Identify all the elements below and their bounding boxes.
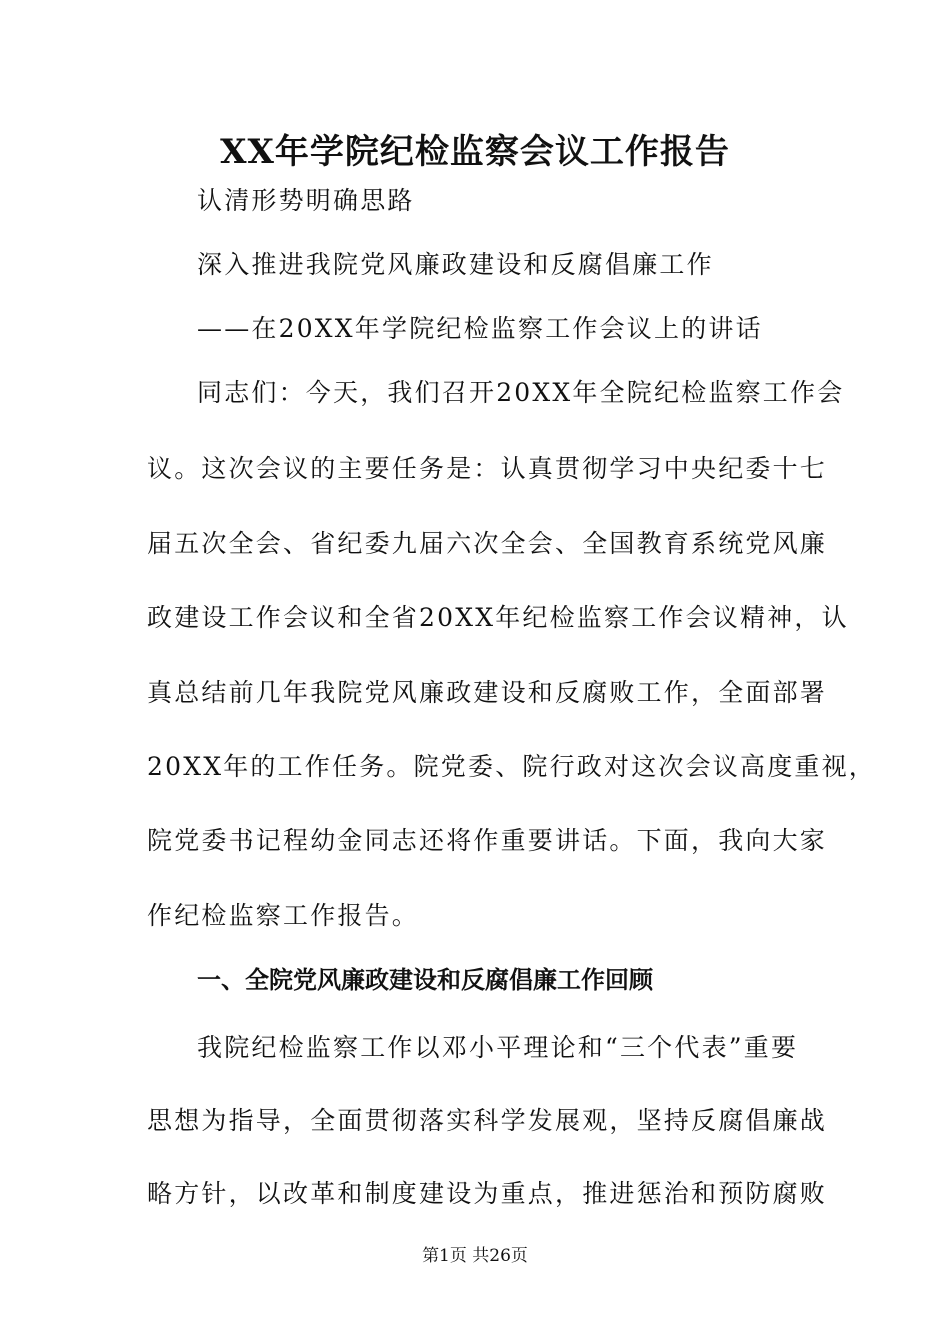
subtitle-1: 认清形势明确思路 <box>197 186 415 215</box>
subtitle-2: 深入推进我院党风廉政建设和反腐倡廉工作 <box>197 250 714 279</box>
paragraph-line: 我院纪检监察工作以邓小平理论和“三个代表”重要 <box>197 1033 799 1062</box>
subtitle-3: ——在20XX年学院纪检监察工作会议上的讲话 <box>197 314 763 343</box>
paragraph-line: 院党委书记程幼金同志还将作重要讲话。下面，我向大家 <box>147 826 828 855</box>
paragraph-line: 届五次全会、省纪委九届六次全会、全国教育系统党风廉 <box>147 529 828 558</box>
paragraph-line: 真总结前几年我院党风廉政建设和反腐败工作，全面部署 <box>147 678 828 707</box>
paragraph-line: 作纪检监察工作报告。 <box>147 901 420 930</box>
document-title: XX年学院纪检监察会议工作报告 <box>220 132 730 172</box>
page-footer: 第1页 共26页 <box>422 1246 528 1266</box>
paragraph-line: 政建设工作会议和全省20XX年纪检监察工作会议精神，认 <box>147 603 849 632</box>
paragraph-line: 略方针，以改革和制度建设为重点，推进惩治和预防腐败 <box>147 1179 828 1208</box>
paragraph-line: 思想为指导，全面贯彻落实科学发展观，坚持反腐倡廉战 <box>147 1106 828 1135</box>
section-heading: 一、全院党风廉政建设和反腐倡廉工作回顾 <box>197 966 653 994</box>
paragraph-line: 议。这次会议的主要任务是：认真贯彻学习中央纪委十七 <box>147 454 828 483</box>
paragraph-line: 20XX年的工作任务。院党委、院行政对这次会议高度重视， <box>147 752 877 781</box>
paragraph-line: 同志们：今天，我们召开20XX年全院纪检监察工作会 <box>197 378 845 407</box>
